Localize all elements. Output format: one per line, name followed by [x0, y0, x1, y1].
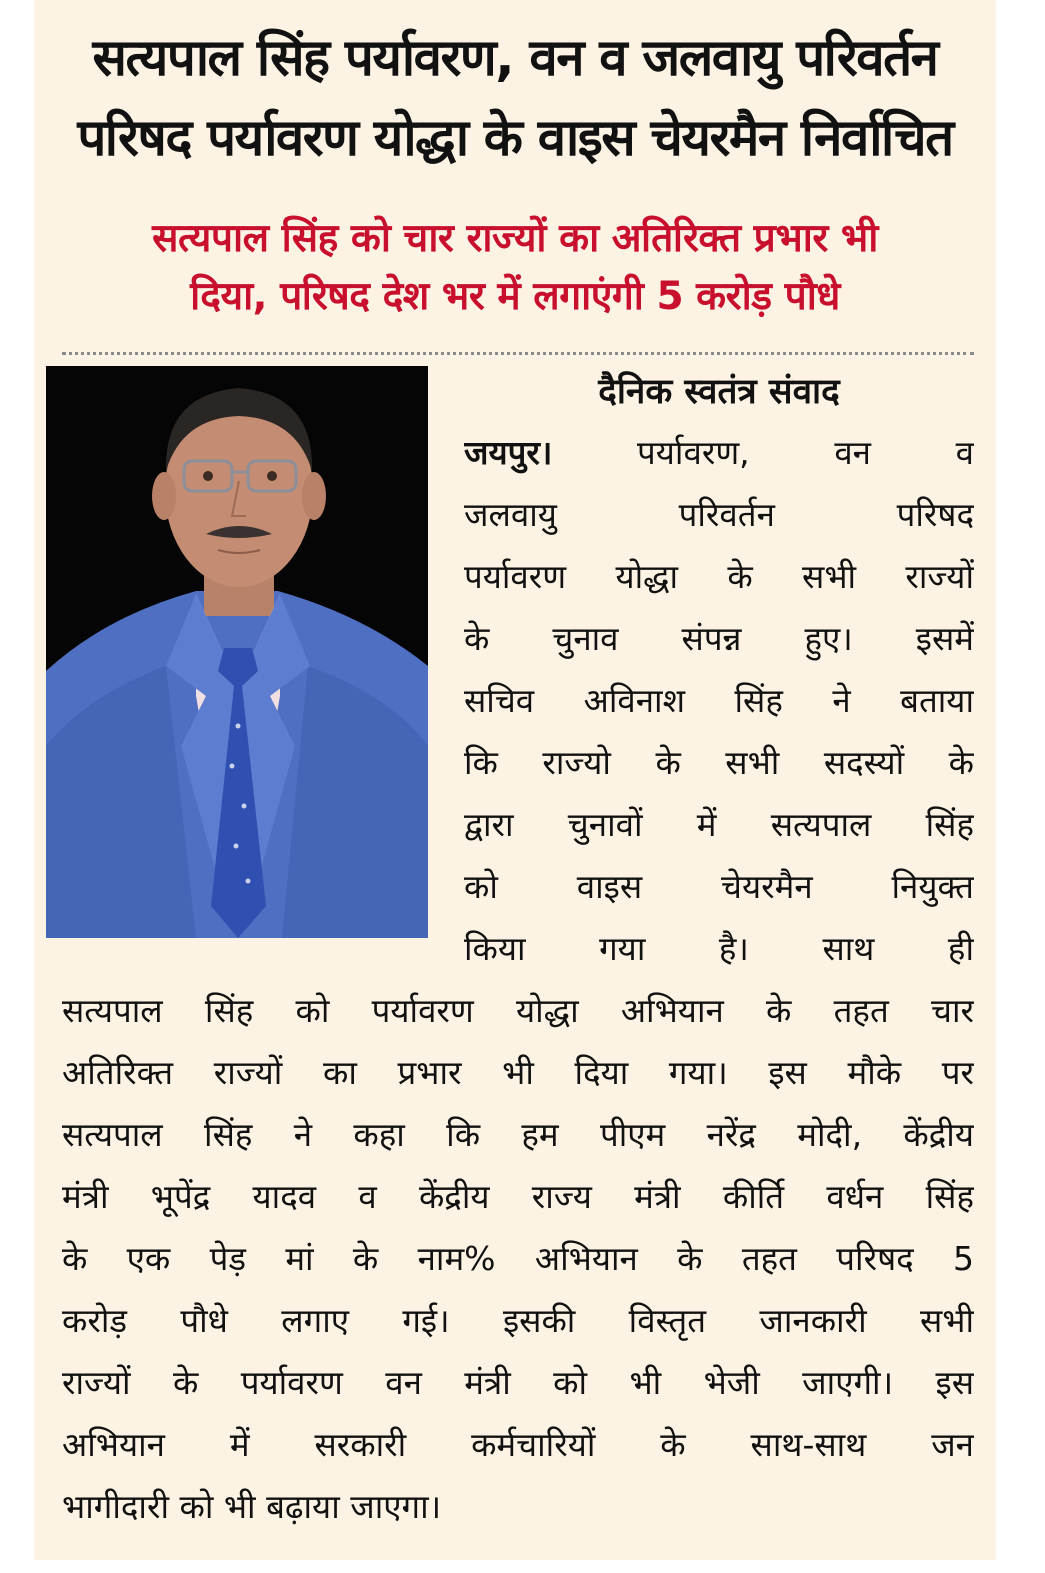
portrait-photo: [46, 366, 428, 938]
body-line: अभियान में सरकारी कर्मचारियों के साथ-साथ जन: [62, 1425, 974, 1464]
body-line: किया गया है। साथ ही: [464, 929, 974, 968]
headline-line-2: परिषद पर्यावरण योद्धा के वाइस चेयरमैन निर्वाचित: [77, 109, 953, 168]
newspaper-clipping: [34, 0, 996, 1560]
body-line: भागीदारी को भी बढ़ाया जाएगा।: [62, 1487, 442, 1526]
body-line: के चुनाव संपन्न हुए। इसमें: [464, 619, 974, 658]
body-line: [464, 422, 974, 484]
body-line: सत्यपाल सिंह ने कहा कि हम पीएम नरेंद्र मोदी, केंद्रीय: [62, 1115, 974, 1154]
subheadline-line-1: सत्यपाल सिंह को चार राज्यों का अतिरिक्त प्रभार भी: [152, 216, 878, 261]
body-line: राज्यों के पर्यावरण वन मंत्री को भी भेजी जाएगी। इस: [62, 1363, 974, 1402]
body-line-text: पर्यावरण, वन व: [552, 433, 974, 472]
dotted-divider: [62, 352, 974, 355]
body-line: अतिरिक्त राज्यों का प्रभार भी दिया गया। इस मौके पर: [62, 1053, 974, 1092]
dateline: जयपुर।: [464, 433, 553, 472]
portrait-illustration: [46, 366, 428, 938]
body-line: को वाइस चेयरमैन नियुक्त: [464, 867, 974, 906]
body-line: सत्यपाल सिंह को पर्यावरण योद्धा अभियान के तहत चार: [62, 991, 974, 1030]
body-line: मंत्री भूपेंद्र यादव व केंद्रीय राज्य मंत्री कीर्ति वर्धन सिंह: [62, 1177, 974, 1216]
body-line: के एक पेड़ मां के नाम% अभियान के तहत परिषद 5: [62, 1239, 974, 1278]
subheadline-line-2: दिया, परिषद देश भर में लगाएंगी 5 करोड़ पौधे: [190, 274, 840, 319]
body-line: करोड़ पौधे लगाए गई। इसकी विस्तृत जानकारी सभी: [62, 1301, 974, 1340]
body-line: कि राज्यो के सभी सदस्यों के: [464, 743, 974, 782]
headline-line-1: सत्यपाल सिंह पर्यावरण, वन व जलवायु परिवर्तन: [92, 29, 938, 88]
body-line: जलवायु परिवर्तन परिषद: [464, 495, 974, 534]
body-line: सचिव अविनाश सिंह ने बताया: [464, 681, 974, 720]
body-line: द्वारा चुनावों में सत्यपाल सिंह: [464, 805, 974, 844]
body-line: पर्यावरण योद्धा के सभी राज्यों: [464, 557, 974, 596]
byline: दैनिक स्वतंत्र संवाद: [598, 372, 840, 412]
